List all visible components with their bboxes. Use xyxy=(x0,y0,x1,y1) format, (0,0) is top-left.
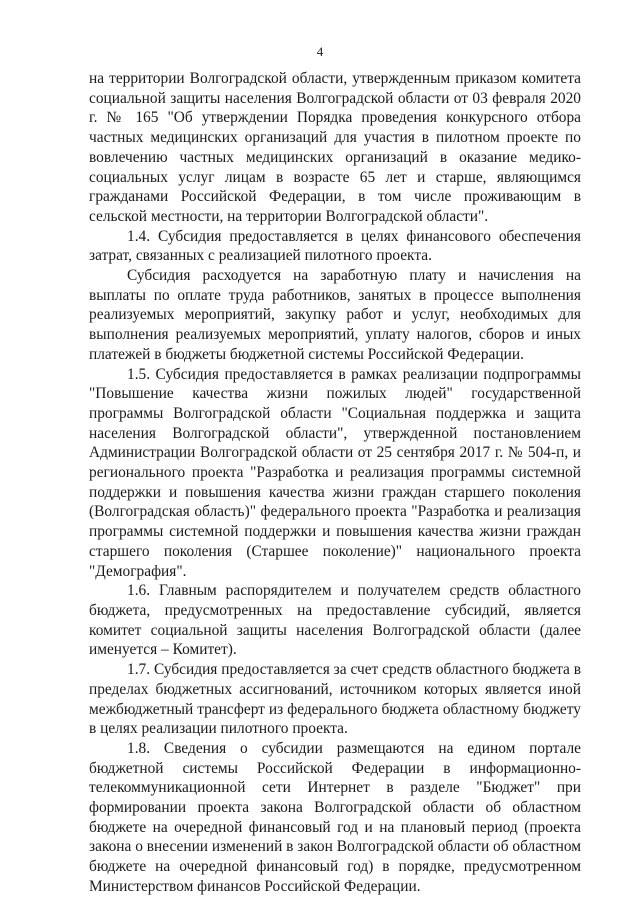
paragraph-1-8: 1.8. Сведения о субсидии размещаются на едином портале бюджетной системы Российской Федерации в информационно-телекоммуникационной сети Интернет в разделе "Бюджет" при формировании проекта закона Волгоградской области об областном бюджете на очередной финансовый год и на плановый период (проекта закона о внесении изменений в закон Волгоградской области об областном бюджете на очередной финансовый год) в порядке, предусмотренном Министерством финансов Российской Федерации. xyxy=(89,739,581,895)
paragraph-continuation: на территории Волгоградской области, утвержденным приказом комитета социальной защиты населения Волгоградской области от 03 февраля 2020 г. № 165 "Об утверждении Порядка проведения конкурсного отбора частных медицинских организаций для участия в пилотном проекте по вовлечению частных медицинских организаций в оказание медико-социальных услуг лицам в возрасте 65 лет и старше, являющимся гражданами Российской Федерации, в том числе проживающим в сельской местности, на территории Волгоградской области". xyxy=(89,70,581,225)
paragraph-1-7: 1.7. Субсидия предоставляется за счет средств областного бюджета в пределах бюджетных ассигнований, источником которых является иной межбюджетный трансферт из федерального бюджета областному бюджету в целях реализации пилотного проекта. xyxy=(89,661,581,738)
paragraph-1-4-expenses: Субсидия расходуется на заработную плату и начисления на выплаты по оплате труда работников, занятых в процессе выполнения реализуемых мероприятий, закупку работ и услуг, необходимых для выполнения реализуемых мероприятий, уплату налогов, сборов и иных платежей в бюджеты бюджетной системы Российской Федерации. xyxy=(89,267,581,363)
paragraph-1-6: 1.6. Главным распорядителем и получателем средств областного бюджета, предусмотренных на предоставление субсидий, является комитет социальной защиты населения Волгоградской области (далее именуется – Комитет). xyxy=(89,582,581,659)
paragraph-1-5: 1.5. Субсидия предоставляется в рамках реализации подпрограммы "Повышение качества жизни пожилых людей" государственной программы Волгоградской области "Социальная поддержка и защита населения Волгоградской области", утвержденной постановлением Администрации Волгоградской области от 25 сентября 2017 г. № 504-п, и регионального проекта "Разработка и реализация программы системной поддержки и повышения качества жизни граждан старшего поколения (Волгоградская область)" федерального проекта "Разработка и реализация программы системной поддержки и повышения качества жизни граждан старшего поколения (Старшее поколение)" национального проекта "Демография". xyxy=(89,365,581,580)
document-body xyxy=(89,69,581,897)
paragraph-1-4: 1.4. Субсидия предоставляется в целях финансового обеспечения затрат, связанных с реализацией пилотного проекта. xyxy=(89,227,581,265)
page-number: 4 xyxy=(316,44,324,59)
